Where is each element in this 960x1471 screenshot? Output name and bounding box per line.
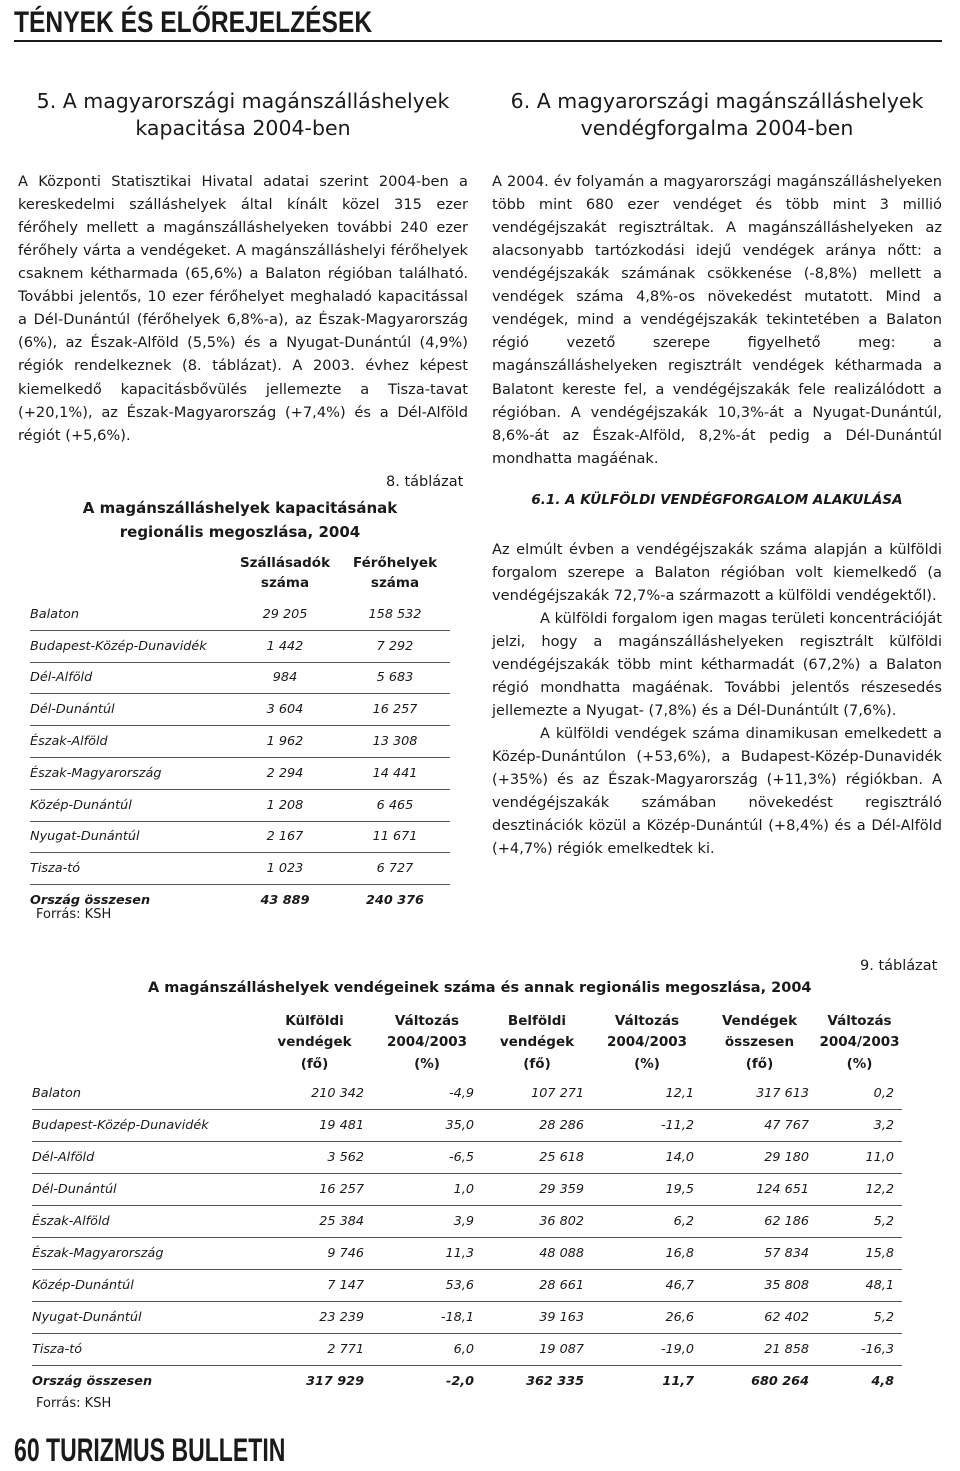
- value-cell: 19 481: [257, 1110, 372, 1142]
- value-cell: 984: [230, 662, 340, 694]
- region-cell: Közép-Dunántúl: [32, 1270, 257, 1302]
- table-row: [30, 662, 450, 694]
- value-cell: 2 771: [257, 1334, 372, 1366]
- section-5-heading-line2: kapacitása 2004-ben: [135, 116, 351, 141]
- value-cell: 28 286: [482, 1110, 592, 1142]
- table-9-header-row: [32, 1008, 902, 1078]
- value-cell: 3,2: [817, 1110, 902, 1142]
- region-cell: Észak-Magyarország: [30, 757, 230, 789]
- value-cell: 1 023: [230, 853, 340, 885]
- value-cell: 11,0: [817, 1142, 902, 1174]
- table-row: [32, 1142, 902, 1174]
- table-row: [30, 726, 450, 758]
- value-cell: 26,6: [592, 1302, 702, 1334]
- value-cell: 39 163: [482, 1302, 592, 1334]
- value-cell: 7 292: [340, 630, 450, 662]
- table-row: [30, 599, 450, 630]
- value-cell: 35,0: [372, 1110, 482, 1142]
- value-cell: 5,2: [817, 1302, 902, 1334]
- section-6-1-paragraph-3: A külföldi vendégek száma dinamikusan emelkedett a Közép-Dunántúlon (+53,6%), a Budapest-Közép-Dunavidék (+35%) és az Észak-Magyarország (+11,3%) régiókban. A vendégéjszakák számában növekedést regisztráló desztinációk közül a Közép-Dunántúl (+8,4%) és a Dél-Alföld (+4,7%) régiók emelkedtek ki.: [492, 725, 942, 858]
- value-cell: 29 359: [482, 1174, 592, 1206]
- region-cell: Dél-Dunántúl: [32, 1174, 257, 1206]
- value-cell: 107 271: [482, 1078, 592, 1110]
- table-8-title-line1: A magánszálláshelyek kapacitásának: [82, 499, 398, 517]
- table-row: [30, 630, 450, 662]
- region-cell: Közép-Dunántúl: [30, 789, 230, 821]
- value-cell: 6,0: [372, 1334, 482, 1366]
- value-cell: 240 376: [366, 893, 424, 909]
- table-row: [30, 694, 450, 726]
- value-cell: 12,1: [592, 1078, 702, 1110]
- value-cell: 680 264: [751, 1374, 809, 1389]
- value-cell: 362 335: [526, 1374, 584, 1389]
- value-cell: 7 147: [257, 1270, 372, 1302]
- section-6-heading: [492, 88, 942, 142]
- table-row: [32, 1270, 902, 1302]
- value-cell: 6,2: [592, 1206, 702, 1238]
- value-cell: 13 308: [340, 726, 450, 758]
- value-cell: 11,7: [662, 1374, 694, 1389]
- table-row: [32, 1302, 902, 1334]
- table-row: [32, 1238, 902, 1270]
- value-cell: 11,3: [372, 1238, 482, 1270]
- value-cell: 62 402: [702, 1302, 817, 1334]
- region-cell: Nyugat-Dunántúl: [32, 1302, 257, 1334]
- value-cell: 48 088: [482, 1238, 592, 1270]
- region-cell: Ország összesen: [32, 1374, 153, 1389]
- table-9-col-header: Vendégek összesen (fő): [721, 1012, 798, 1072]
- table-9-label: 9. táblázat: [860, 958, 938, 974]
- value-cell: -2,0: [446, 1374, 474, 1389]
- right-column: [492, 88, 942, 860]
- value-cell: 14,0: [592, 1142, 702, 1174]
- value-cell: 35 808: [702, 1270, 817, 1302]
- value-cell: 16 257: [340, 694, 450, 726]
- value-cell: 43 889: [260, 893, 310, 909]
- table-8-label: 8. táblázat: [386, 474, 464, 490]
- table-row: [32, 1078, 902, 1110]
- value-cell: 6 727: [340, 853, 450, 885]
- table-9-col-header: Változás 2004/2003 (%): [606, 1012, 688, 1072]
- table-9-total-row: [32, 1366, 902, 1398]
- region-cell: Nyugat-Dunántúl: [30, 821, 230, 853]
- value-cell: 36 802: [482, 1206, 592, 1238]
- section-5-heading: [18, 88, 468, 142]
- value-cell: 1,0: [372, 1174, 482, 1206]
- value-cell: 1 442: [230, 630, 340, 662]
- section-6-heading-line1: 6. A magyarországi magánszálláshelyek: [510, 89, 924, 113]
- section-5-paragraph: A Központi Statisztikai Hivatal adatai szerint 2004-ben a kereskedelmi szálláshelyek által kínált közel 315 ezer férőhely mellett a magánszálláshelyeken további 240 ezer férőhely várta a vendégeket. A magánszálláshelyi férőhelyek csaknem kétharmada (65,6%) a Balaton régióban található. További jelentős, 10 ezer férőhelyet meghaladó kapacitással a Dél-Dunántúl (férőhelyek 6,8%-a), az Észak-Magyarország (6%), az Észak-Alföld (5,5%) és a Nyugat-Dunántúl (4,9%) régiók rendelkeznek (8. táblázat). A 2003. évhez képest kiemelkedő kapacitásbővülés jellemezte a Tisza-tavat (+20,1%), az Észak-Magyarország (+7,4%) és a Dél-Alföld régiót (+5,6%).: [18, 173, 468, 444]
- value-cell: -19,0: [592, 1334, 702, 1366]
- table-9-col-header: Változás 2004/2003 (%): [386, 1012, 468, 1072]
- table-9-col-header: Külföldi vendégek (fő): [277, 1012, 352, 1072]
- table-8-col-header: Szállásadók száma: [239, 555, 331, 591]
- value-cell: 21 858: [702, 1334, 817, 1366]
- value-cell: 48,1: [817, 1270, 902, 1302]
- value-cell: 5 683: [340, 662, 450, 694]
- table-row: [30, 853, 450, 885]
- value-cell: 9 746: [257, 1238, 372, 1270]
- table-9: [32, 1008, 902, 1397]
- value-cell: 29 205: [230, 599, 340, 630]
- value-cell: 5,2: [817, 1206, 902, 1238]
- value-cell: -18,1: [372, 1302, 482, 1334]
- section-6-1-paragraph-1: Az elmúlt évben a vendégéjszakák száma alapján a külföldi forgalom szerepe a Balaton régióban volt kiemelkedő (a vendégéjszakák 72,7%-a származott a külföldi vendégektől).: [492, 540, 942, 604]
- left-column: [18, 88, 468, 447]
- region-cell: Dél-Dunántúl: [30, 694, 230, 726]
- region-cell: Balaton: [30, 599, 230, 630]
- table-row: [30, 757, 450, 789]
- table-8-header-row: [30, 549, 450, 599]
- table-9-title: A magánszálláshelyek vendégeinek száma és annak regionális megoszlása, 2004: [148, 980, 812, 996]
- section-6-paragraph-1: A 2004. év folyamán a magyarországi magánszálláshelyeken több mint 680 ezer vendéget és több mint 3 millió vendégéjszakát regisztráltak. A magánszálláshelyeken az alacsonyabb tartózkodási idejű vendégek aránya nőtt: a vendégéjszakák számának csökkenése (-8,8%) mellett a vendégek száma 4,8%-os növekedést mutatott. Mind a vendégek, mind a vendégéjszakák tekintetében a Balaton régió vezető szerepe figyelhető meg: a magánszálláshelyeken regisztrált vendégek kétharmada a Balatont kereste fel, a vendégéjszakák fele realizálódott a régióban. A vendégéjszakák 10,3%-át a Nyugat-Dunántúl, 8,6%-át az Észak-Alföld, 8,2%-át pedig a Dél-Dunántúl mondhatta magáénak.: [492, 173, 942, 467]
- value-cell: 3,9: [372, 1206, 482, 1238]
- value-cell: 19,5: [592, 1174, 702, 1206]
- value-cell: 28 661: [482, 1270, 592, 1302]
- value-cell: 19 087: [482, 1334, 592, 1366]
- region-cell: Észak-Magyarország: [32, 1238, 257, 1270]
- value-cell: 317 613: [702, 1078, 817, 1110]
- table-row: [30, 821, 450, 853]
- section-6-heading-line2: vendégforgalma 2004-ben: [580, 116, 854, 141]
- value-cell: 158 532: [340, 599, 450, 630]
- region-cell: Budapest-Közép-Dunavidék: [32, 1110, 257, 1142]
- value-cell: 317 929: [306, 1374, 364, 1389]
- value-cell: 1 208: [230, 789, 340, 821]
- table-row: [32, 1206, 902, 1238]
- value-cell: -6,5: [372, 1142, 482, 1174]
- value-cell: 46,7: [592, 1270, 702, 1302]
- value-cell: 25 618: [482, 1142, 592, 1174]
- table-row: [30, 789, 450, 821]
- region-cell: Észak-Alföld: [32, 1206, 257, 1238]
- value-cell: 53,6: [372, 1270, 482, 1302]
- page-header-title: TÉNYEK ÉS ELŐREJELZÉSEK: [14, 6, 373, 39]
- region-cell: Dél-Alföld: [30, 662, 230, 694]
- table-8-title-line2: regionális megoszlása, 2004: [119, 523, 361, 541]
- value-cell: 6 465: [340, 789, 450, 821]
- value-cell: -11,2: [592, 1110, 702, 1142]
- value-cell: 3 604: [230, 694, 340, 726]
- value-cell: 16,8: [592, 1238, 702, 1270]
- value-cell: 3 562: [257, 1142, 372, 1174]
- value-cell: 29 180: [702, 1142, 817, 1174]
- region-cell: Tisza-tó: [30, 853, 230, 885]
- table-8: [30, 549, 450, 916]
- table-8-title: [18, 496, 462, 544]
- value-cell: 210 342: [257, 1078, 372, 1110]
- value-cell: 4,8: [871, 1374, 894, 1389]
- table-9-col-header: Változás 2004/2003 (%): [819, 1012, 900, 1072]
- region-cell: Dél-Alföld: [32, 1142, 257, 1174]
- value-cell: 1 962: [230, 726, 340, 758]
- value-cell: -4,9: [372, 1078, 482, 1110]
- value-cell: 25 384: [257, 1206, 372, 1238]
- value-cell: 12,2: [817, 1174, 902, 1206]
- region-cell: Észak-Alföld: [30, 726, 230, 758]
- value-cell: 16 257: [257, 1174, 372, 1206]
- page-footer: 60 TURIZMUS BULLETIN: [14, 1432, 286, 1468]
- section-6-1-heading: 6.1. A KÜLFÖLDI VENDÉGFORGALOM ALAKULÁSA: [531, 491, 903, 508]
- value-cell: 11 671: [340, 821, 450, 853]
- value-cell: 2 167: [230, 821, 340, 853]
- value-cell: -16,3: [817, 1334, 902, 1366]
- value-cell: 124 651: [702, 1174, 817, 1206]
- table-row: [32, 1174, 902, 1206]
- region-cell: Ország összesen: [30, 893, 151, 909]
- table-9-source: Forrás: KSH: [36, 1396, 112, 1411]
- table-8-source: Forrás: KSH: [36, 907, 112, 922]
- region-cell: Balaton: [32, 1078, 257, 1110]
- value-cell: 14 441: [340, 757, 450, 789]
- value-cell: 47 767: [702, 1110, 817, 1142]
- value-cell: 15,8: [817, 1238, 902, 1270]
- region-cell: Budapest-Közép-Dunavidék: [30, 630, 230, 662]
- table-9-col-header: Belföldi vendégek (fő): [499, 1012, 575, 1072]
- table-8-col-header: Férőhelyek száma: [352, 555, 438, 591]
- value-cell: 2 294: [230, 757, 340, 789]
- table-row: [32, 1334, 902, 1366]
- section-5-heading-line1: 5. A magyarországi magánszálláshelyek: [36, 89, 450, 113]
- region-cell: Tisza-tó: [32, 1334, 257, 1366]
- value-cell: 57 834: [702, 1238, 817, 1270]
- value-cell: 62 186: [702, 1206, 817, 1238]
- value-cell: 23 239: [257, 1302, 372, 1334]
- value-cell: 0,2: [817, 1078, 902, 1110]
- header-rule: [14, 40, 942, 42]
- table-row: [32, 1110, 902, 1142]
- section-6-1-paragraph-2: A külföldi forgalom igen magas területi koncentrációját jelzi, hogy a magánszálláshelyeken regisztrált külföldi vendégéjszakák több mint kétharmadát (67,2%) a Balaton régió mondhatta magáénak. További jelentős részesedés jellemezte a Nyugat- (7,8%) és a Dél-Dunántúlt (7,6%).: [492, 609, 942, 720]
